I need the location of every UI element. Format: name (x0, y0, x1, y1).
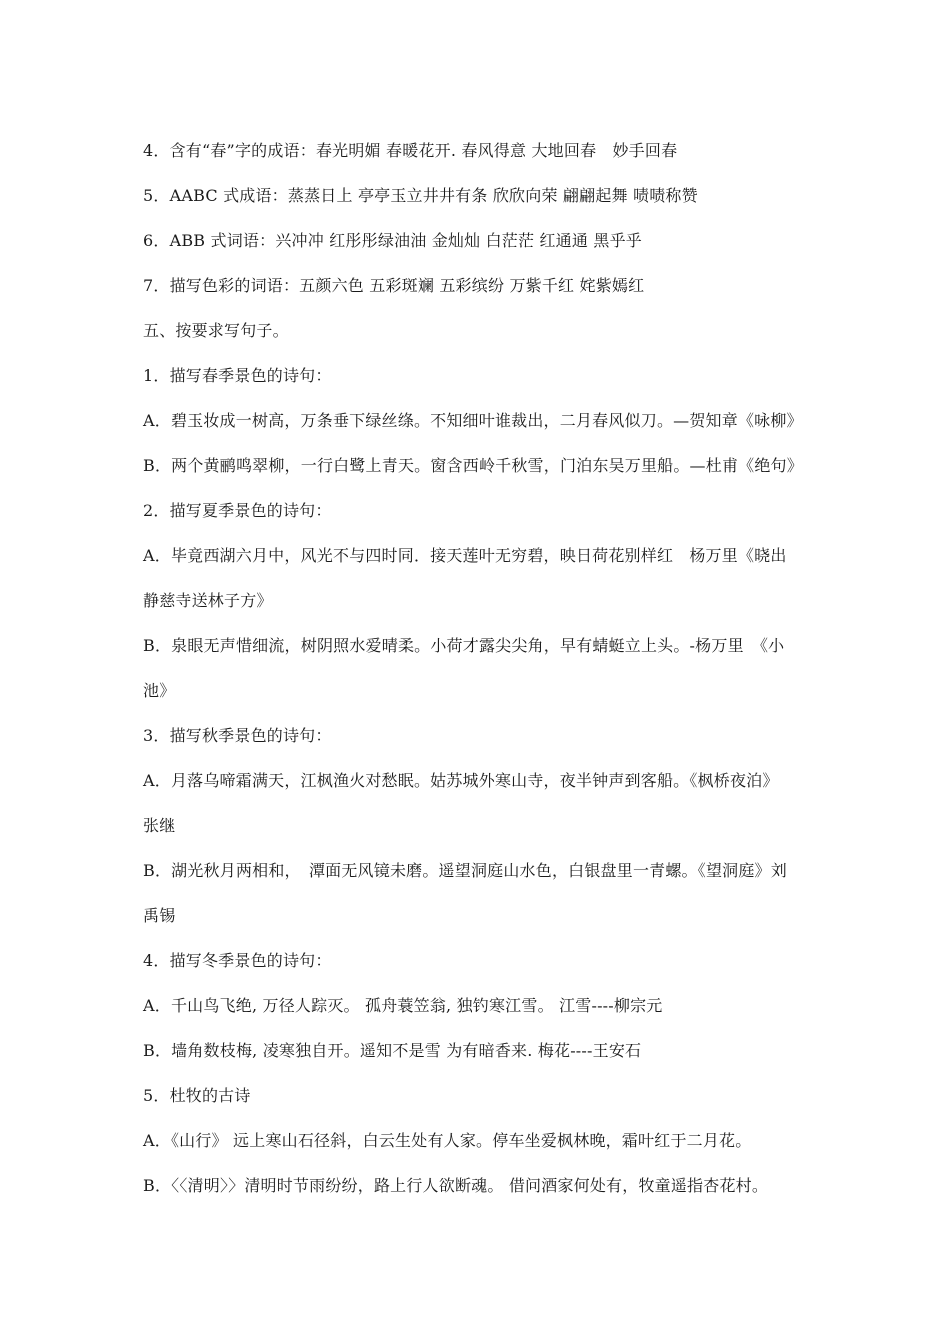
autumn-poem-b-continued: 禹锡 (143, 906, 176, 925)
section-heading: 五、按要求写句子。 (143, 321, 289, 340)
dumu-poems-heading: 5．杜牧的古诗 (143, 1086, 251, 1105)
summer-poem-b: B．泉眼无声惜细流，树阴照水爱晴柔。小荷才露尖尖角，早有蜻蜓立上头。-杨万里 《小 (143, 636, 785, 655)
summer-poems-heading: 2．描写夏季景色的诗句： (143, 501, 332, 520)
word-abb-line: 6．ABB 式词语：兴冲冲 红彤彤绿油油 金灿灿 白茫茫 红通通 黑乎乎 (143, 231, 642, 250)
idiom-spring-line: 4．含有“春”字的成语：春光明媚 春暖花开. 春风得意 大地回春 妙手回春 (143, 141, 678, 160)
autumn-poem-a-continued: 张继 (143, 816, 176, 835)
winter-poem-b: B．墙角数枝梅, 凌寒独自开。遥知不是雪 为有暗香来. 梅花----王安石 (143, 1041, 642, 1060)
winter-poems-heading: 4．描写冬季景色的诗句： (143, 951, 332, 970)
winter-poem-a: A．千山鸟飞绝, 万径人踪灭。 孤舟蓑笠翁, 独钓寒江雪。 江雪----柳宗元 (143, 996, 663, 1015)
spring-poem-a: A．碧玉妆成一树高，万条垂下绿丝绦。不知细叶谁裁出，二月春风似刀。—贺知章《咏柳》 (143, 411, 803, 430)
summer-poem-a: A．毕竟西湖六月中，风光不与四时同．接天莲叶无穷碧，映日荷花别样红 杨万里《晓出 (143, 546, 787, 565)
dumu-poem-b: B．〈〈清明〉〉清明时节雨纷纷，路上行人欲断魂。 借问酒家何处有，牧童遥指杏花村。 (143, 1176, 769, 1195)
summer-poem-b-continued: 池》 (143, 681, 176, 700)
idiom-aabc-line: 5．AABC 式成语：蒸蒸日上 亭亭玉立井井有条 欣欣向荣 翩翩起舞 啧啧称赞 (143, 186, 698, 205)
summer-poem-a-continued: 静慈寺送林子方》 (143, 591, 273, 610)
document-body (143, 128, 813, 1208)
autumn-poem-a: A．月落乌啼霜满天，江枫渔火对愁眠。姑苏城外寒山寺，夜半钟声到客船。《枫桥夜泊》 (143, 771, 779, 790)
autumn-poem-b: B．湖光秋月两相和， 潭面无风镜未磨。遥望洞庭山水色，白银盘里一青螺。《望洞庭》刘 (143, 861, 787, 880)
spring-poem-b: B．两个黄鹂鸣翠柳，一行白鹭上青天。窗含西岭千秋雪，门泊东吴万里船。—杜甫《绝句》 (143, 456, 803, 475)
autumn-poems-heading: 3．描写秋季景色的诗句： (143, 726, 332, 745)
color-words-line: 7．描写色彩的词语：五颜六色 五彩斑斓 五彩缤纷 万紫千红 姹紫嫣红 (143, 276, 645, 295)
spring-poems-heading: 1．描写春季景色的诗句： (143, 366, 332, 385)
dumu-poem-a: A．《山行》 远上寒山石径斜，白云生处有人家。停车坐爱枫林晚，霜叶红于二月花。 (143, 1131, 752, 1150)
